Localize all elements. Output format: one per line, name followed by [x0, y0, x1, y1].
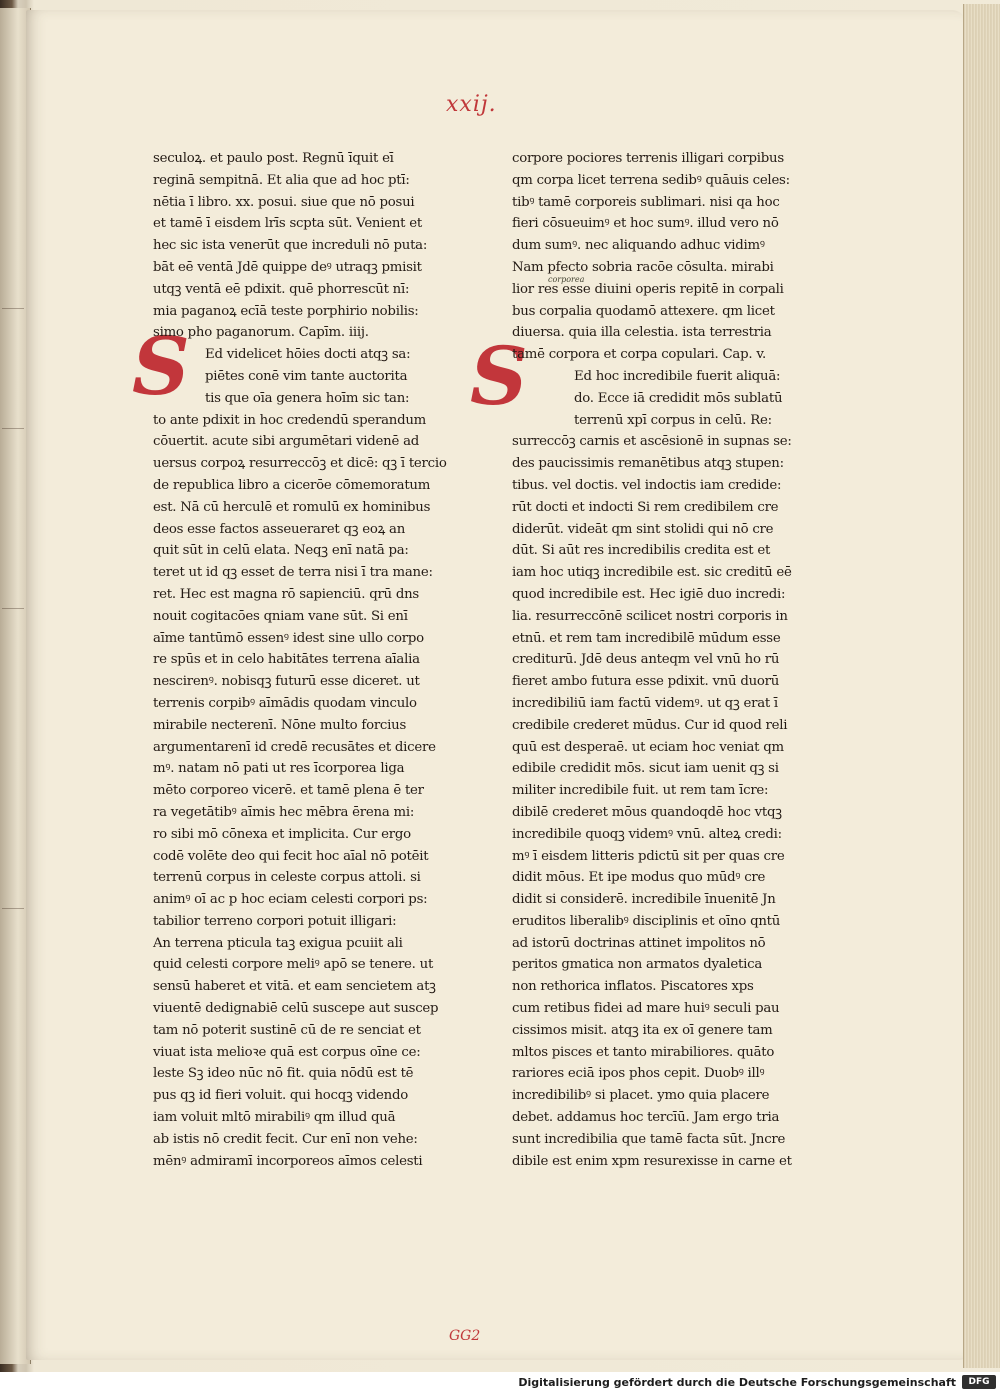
text-line: non rethorica inflatos. Piscatores xps: [512, 979, 754, 995]
text-line: tibꝰ tamē corporeis sublimari. nisi qa hoc: [512, 194, 780, 210]
text-line: re spūs et in celo habitātes terrena aīalia: [153, 652, 420, 668]
text-line: quit sūt in celū elata. Neqꝫ enī natā pa:: [153, 543, 409, 559]
text-line: cōuertit. acute sibi argumētari videnē ad: [153, 434, 420, 450]
facing-page-text-line: [2, 428, 24, 439]
text-line: Ed hoc incredibile fuerit aliquā:: [574, 368, 781, 384]
text-line: militer incredibile fuit. ut rem tam īcre:: [512, 783, 769, 799]
text-line: iam hoc utiqꝫ incredibile est. sic creditū eē: [512, 565, 792, 581]
text-line: corpore pociores terrenis illigari corpibus: [512, 151, 784, 166]
text-line: tam nō poterit sustinē cū de re senciat et: [153, 1022, 421, 1038]
text-line: diderūt. videāt qm sint stolidi qui nō cre: [512, 521, 774, 537]
text-line: nētia ī libro. xx. posui. siue que nō posui: [153, 194, 415, 210]
text-line: credibile crederet mūdus. Cur id quod reli: [512, 717, 788, 733]
text-line: dibile est enim xpm resurexisse in carne et: [512, 1153, 792, 1169]
funding-text: Digitalisierung gefördert durch die Deutsche Forschungsgemeinschaft: [518, 1376, 956, 1389]
text-line: lia. resurreccōnē scilicet nostri corporis in: [512, 608, 788, 624]
text-line: tabilior terreno corpori potuit illigari:: [153, 913, 397, 929]
text-line: mꝰ ī eisdem litteris pdictū sit per quas cre: [512, 848, 785, 864]
text-line: terrenū xpī corpus in celū. Re:: [574, 412, 772, 428]
text-line: incredibilibꝰ si placet. ymo quia placere: [512, 1088, 770, 1104]
text-line: hec sic ista venerūt que increduli nō puta:: [153, 238, 428, 254]
text-line: aīme tantūmō essenꝰ idest sine ullo corpo: [153, 630, 424, 646]
text-line: tibus. vel doctis. vel indoctis iam credide:: [512, 477, 782, 493]
text-line: ra vegetātibꝰ aīmis hec mēbra ērena mi:: [153, 804, 415, 820]
text-line: argumentarenī id credē recusātes et dicere: [153, 739, 436, 755]
text-line: tamē corpora et corpa copulari. Cap. v.: [512, 347, 766, 363]
interlinear-gloss: corporea: [548, 275, 585, 284]
signature-mark: GG2: [449, 1328, 481, 1344]
text-line: des paucissimis remanētibus atqꝫ stupen:: [512, 456, 784, 472]
text-line: animꝰ oī ac p hoc eciam celesti corpori ps:: [153, 892, 428, 908]
text-line: quū est desperaē. ut eciam hoc veniat qm: [512, 739, 784, 755]
text-line: sunt incredibilia que tamē facta sūt. Jncre: [512, 1131, 786, 1147]
text-line: leste Sꝫ ideo nūc nō fit. quia nōdū est tē: [153, 1066, 414, 1082]
text-line: uersus corpoꝝ resurreccōꝫ et dicē: qꝫ ī tercio: [153, 456, 447, 472]
text-line: cissimos misit. atqꝫ ita ex oī genere tam: [512, 1022, 773, 1038]
text-line: deos esse factos asseueraret qꝫ eoꝝ an: [153, 521, 406, 537]
facing-page-text-line: [2, 308, 24, 319]
text-line: dum sumꝰ. nec aliquando adhuc vidimꝰ: [512, 238, 765, 254]
drop-cap-right: S: [470, 329, 528, 423]
text-line: nouit cogitacōes qniam vane sūt. Si enī: [153, 608, 408, 624]
text-line: qm corpa licet terrena sedibꝰ quāuis celes:: [512, 172, 790, 188]
dfg-logo: DFG: [962, 1375, 996, 1389]
text-line: do. Ecce iā credidit mōs sublatū: [574, 390, 783, 406]
text-line: Nam pfecto sobria racōe cōsulta. mirabi: [512, 259, 774, 275]
text-line: diuersa. quia illa celestia. ista terrestria: [512, 325, 772, 341]
text-line: terrenis corpibꝰ aīmādis quodam vinculo: [153, 695, 417, 711]
text-line: peritos gmatica non armatos dyaletica: [512, 957, 763, 973]
text-line: Ed videlicet hōies docti atqꝫ sa:: [205, 347, 411, 363]
text-line: rariores eciā ipos phos cepit. Duobꝰ illꝰ: [512, 1066, 765, 1082]
text-line: fieret ambo futura esse pdixit. vnū duorū: [512, 674, 780, 690]
text-line: crediturū. Jdē deus anteqm vel vnū ho rū: [512, 652, 780, 668]
text-line: seculoꝝ. et paulo post. Regnū īquit eī: [153, 151, 394, 166]
drop-cap-left: S: [132, 319, 190, 413]
text-line: tis que oīa genera hoīm sic tan:: [205, 390, 410, 406]
text-line: debet. addamus hoc tercīū. Jam ergo tria: [512, 1110, 780, 1126]
text-line: de republica libro a cicerōe cōmemoratum: [153, 477, 431, 493]
page-block-edge: [963, 4, 1000, 1368]
text-line: to ante pdixit in hoc credendū sperandum: [153, 412, 427, 428]
text-line: dibilē crederet mōus quandoqdē hoc vtqꝫ: [512, 804, 782, 820]
text-line: sensū haberet et vitā. et eam sencietem atꝫ: [153, 979, 436, 995]
text-line: rūt docti et indocti Si rem credibilem cre: [512, 499, 779, 515]
text-line: quid celesti corpore meliꝰ apō se tenere. ut: [153, 957, 434, 973]
text-line: fieri cōsueuimꝰ et hoc sumꝰ. illud vero nō: [512, 216, 779, 232]
text-line: bāt eē ventā Jdē quippe deꝰ utraqꝫ pmisit: [153, 259, 422, 275]
text-line: piētes conē vim tante auctorita: [205, 368, 408, 384]
text-line: quod incredibile est. Hec igiē duo incredi:: [512, 586, 786, 602]
text-line: ab istis nō credit fecit. Cur enī non vehe:: [153, 1131, 418, 1147]
text-line: viuat ista melioꝛe quā est corpus oīne ce:: [153, 1044, 421, 1060]
text-line: viuentē dedignabiē celū suscepe aut suscep: [153, 1001, 439, 1017]
text-line: dūt. Si aūt res incredibilis credita est et: [512, 543, 771, 559]
text-line: mia paganoꝝ ecīā teste porphirio nobilis:: [153, 303, 419, 319]
facing-page-text-line: [2, 908, 24, 919]
text-line: ad istorū doctrinas attinet impolitos nō: [512, 935, 766, 951]
text-column-left: [153, 148, 447, 1172]
text-line: utqꝫ ventā eē pdixit. quē phorrescūt nī:: [153, 281, 410, 297]
text-line: simo pho paganorum. Capīm. iiij.: [153, 325, 369, 341]
text-line: terrenū corpus in celeste corpus attoli. si: [153, 870, 421, 886]
text-line: didit si considerē. incredibile īnuenitē Jn: [512, 892, 776, 908]
text-line: surreccōꝫ carnis et ascēsionē in supnas se:: [512, 434, 792, 450]
text-line: An terrena pticula taꝫ exigua pcuiit ali: [153, 935, 403, 951]
folio-number: xxij.: [446, 92, 497, 117]
text-line: mēto corporeo vicerē. et tamē plena ē ter: [153, 783, 424, 799]
text-line: etnū. et rem tam incredibilē mūdum esse: [512, 630, 781, 646]
text-line: ro sibi mō cōnexa et implicita. Cur ergo: [153, 826, 411, 842]
text-line: pus qꝫ id fieri voluit. qui hocqꝫ videndo: [153, 1088, 408, 1104]
text-line: teret ut id qꝫ esset de terra nisi ī tra mane:: [153, 565, 433, 581]
text-line: cum retibus fidei ad mare huiꝰ seculi pau: [512, 1001, 780, 1017]
text-line: bus corpalia quodamō attexere. qm licet: [512, 303, 775, 319]
text-line: est. Nā cū herculē et romulū ex hominibus: [153, 499, 431, 515]
text-line: nescirenꝰ. nobisqꝫ futurū esse diceret. ut: [153, 674, 420, 690]
text-line: mltos pisces et tanto mirabiliores. quāto: [512, 1044, 775, 1060]
text-line: ret. Hec est magna rō sapienciū. qrū dns: [153, 586, 420, 602]
text-line: incredibile quoqꝫ videmꝰ vnū. alteꝝ credi:: [512, 826, 782, 842]
facing-page-text-line: [2, 608, 24, 619]
text-line: didit mōus. Et ipe modus quo mūdꝰ cre: [512, 870, 766, 886]
text-line: lior res esse diuini operis repitē in corpali: [512, 281, 784, 297]
text-line: incredibiliū iam factū videmꝰ. ut qꝫ erat ī: [512, 695, 778, 711]
text-line: codē volēte deo qui fecit hoc aīal nō potēit: [153, 848, 429, 864]
text-line: et tamē ī eisdem lrīs scpta sūt. Venient et: [153, 216, 422, 232]
text-column-right: [512, 148, 802, 1172]
text-line: eruditos liberalibꝰ disciplinis et oīno qntū: [512, 913, 781, 929]
text-line: mꝰ. natam nō pati ut res īcorporea liga: [153, 761, 405, 777]
text-line: edibile credidit mōs. sicut iam uenit qꝫ si: [512, 761, 779, 777]
footer-banner: [0, 1372, 1000, 1393]
text-line: mirabile necterenī. Nōne multo forcius: [153, 717, 407, 733]
text-line: reginā sempitnā. Et alia que ad hoc ptī:: [153, 172, 410, 188]
text-line: iam voluit mltō mirabiliꝰ qm illud quā: [153, 1110, 396, 1126]
text-line: mēnꝰ admiramī incorporeos aīmos celesti: [153, 1153, 423, 1169]
